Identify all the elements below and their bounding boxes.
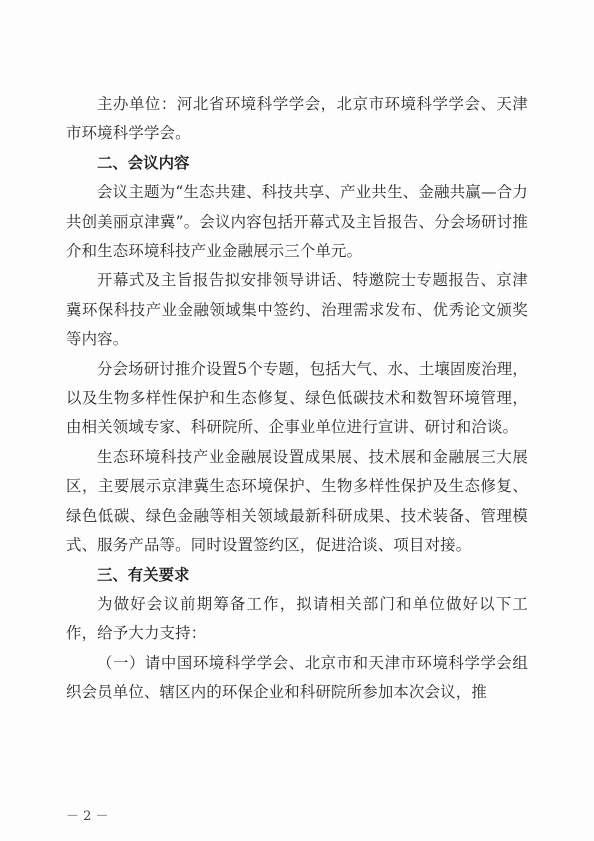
opening-paragraph: 开幕式及主旨报告拟安排领导讲话、特邀院士专题报告、京津冀环保科技产业金融领域集中签约、治理需求发布、优秀论文颁奖等内容。 <box>66 271 528 349</box>
organizer-paragraph: 主办单位：河北省环境科学学会，北京市环境科学学会、天津市环境科学学会。 <box>66 95 528 143</box>
page-number: － 2 － <box>66 809 109 824</box>
section-heading-meeting-content: 二、会议内容 <box>97 153 190 172</box>
requirements-paragraph: 为做好会议前期筹备工作，拟请相关部门和单位做好以下工作，给予大力支持： <box>66 594 528 643</box>
theme-paragraph: 会议主题为“生态共建、科技共享、产业共生、金融共赢—合力共创美丽京津冀”。会议内容包括开幕式及主旨报告、分会场研讨推介和生态环境科技产业金融展示三个单元。 <box>66 183 528 261</box>
branch-session-paragraph: 分会场研讨推介设置5个专题，包括大气、水、土壤固废治理，以及生物多样性保护和生态修复、绿色低碳技术和数智环境管理，由相关领域专家、科研院所、企事业单位进行宣讲、研讨和洽谈。 <box>66 359 528 437</box>
document-body <box>66 90 528 708</box>
exhibition-paragraph: 生态环境科技产业金融展设置成果展、技术展和金融展三大展区，主要展示京津冀生态环境保护、生物多样性保护及生态修复、绿色低碳、绿色金融等相关领域最新科研成果、技术装备、管理模式、服务产品等。同时设置签约区，促进洽谈、项目对接。 <box>66 447 528 555</box>
section-heading-requirements: 三、有关要求 <box>97 565 190 584</box>
requirement-item-1: （一）请中国环境科学学会、北京市和天津市环境科学学会组织会员单位、辖区内的环保企业和科研院所参加本次会议，推 <box>66 653 528 702</box>
